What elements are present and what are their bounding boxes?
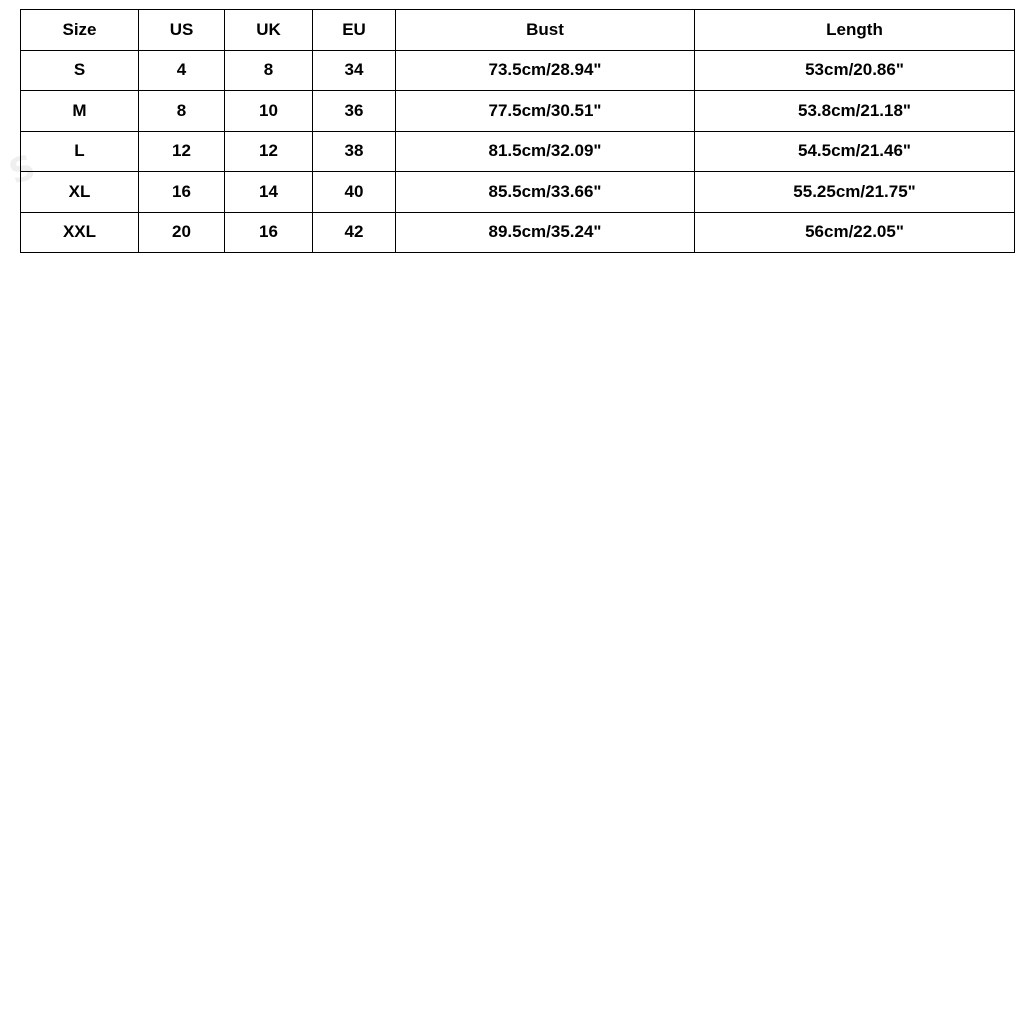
header-eu: EU [313, 10, 396, 51]
table-row [21, 131, 1015, 172]
cell-us: 4 [139, 50, 225, 91]
cell-us: 12 [139, 131, 225, 172]
size-chart-table [20, 9, 1015, 253]
cell-eu: 40 [313, 172, 396, 213]
header-uk: UK [225, 10, 313, 51]
header-bust: Bust [396, 10, 695, 51]
cell-bust: 89.5cm/35.24" [396, 212, 695, 253]
cell-uk: 16 [225, 212, 313, 253]
cell-us: 8 [139, 91, 225, 132]
cell-size: XL [21, 172, 139, 213]
cell-bust: 77.5cm/30.51" [396, 91, 695, 132]
cell-length: 54.5cm/21.46" [695, 131, 1015, 172]
cell-size: L [21, 131, 139, 172]
header-length: Length [695, 10, 1015, 51]
cell-uk: 12 [225, 131, 313, 172]
cell-eu: 34 [313, 50, 396, 91]
cell-bust: 73.5cm/28.94" [396, 50, 695, 91]
cell-uk: 10 [225, 91, 313, 132]
cell-eu: 36 [313, 91, 396, 132]
table-row [21, 50, 1015, 91]
table-row [21, 91, 1015, 132]
cell-length: 53cm/20.86" [695, 50, 1015, 91]
cell-bust: 81.5cm/32.09" [396, 131, 695, 172]
header-us: US [139, 10, 225, 51]
table-row [21, 212, 1015, 253]
cell-length: 53.8cm/21.18" [695, 91, 1015, 132]
cell-eu: 38 [313, 131, 396, 172]
background-watermark: S​ ​ ​ [3, 131, 767, 199]
table-row [21, 172, 1015, 213]
cell-us: 16 [139, 172, 225, 213]
cell-length: 56cm/22.05" [695, 212, 1015, 253]
cell-bust: 85.5cm/33.66" [396, 172, 695, 213]
header-size: Size [21, 10, 139, 51]
cell-uk: 14 [225, 172, 313, 213]
cell-size: S [21, 50, 139, 91]
cell-size: M [21, 91, 139, 132]
cell-eu: 42 [313, 212, 396, 253]
cell-uk: 8 [225, 50, 313, 91]
cell-us: 20 [139, 212, 225, 253]
cell-length: 55.25cm/21.75" [695, 172, 1015, 213]
table-header-row [21, 10, 1015, 51]
cell-size: XXL [21, 212, 139, 253]
